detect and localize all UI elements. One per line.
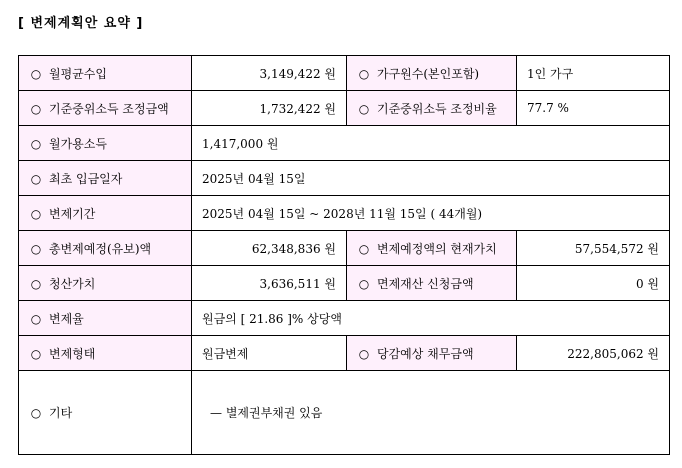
- total-repayment-label: ○ 총변제예정(유보)액: [19, 231, 192, 266]
- circle-bullet-icon: ○: [30, 276, 42, 291]
- exempt-property-value: 0 원: [517, 266, 670, 301]
- present-value-label: ○ 변제예정액의 현재가치: [347, 231, 517, 266]
- other-label: ○ 기타: [19, 371, 192, 455]
- table-row-repayment-period: [19, 196, 670, 231]
- circle-bullet-icon: ○: [30, 346, 42, 361]
- circle-bullet-icon: ○: [358, 101, 370, 116]
- table-row-monthly-income: [19, 56, 670, 91]
- circle-bullet-icon: ○: [30, 101, 42, 116]
- liquidation-value-value: 3,636,511 원: [192, 266, 347, 301]
- circle-bullet-icon: ○: [358, 66, 370, 81]
- available-income-label: ○ 월가용소득: [19, 126, 192, 161]
- first-payment-label: ○ 최초 입금일자: [19, 161, 192, 196]
- circle-bullet-icon: ○: [30, 136, 42, 151]
- table-row-first-payment: [19, 161, 670, 196]
- circle-bullet-icon: ○: [30, 171, 42, 186]
- table-row-repayment-type: [19, 336, 670, 371]
- median-income-amount-value: 1,732,422 원: [192, 91, 347, 126]
- household-size-label: ○ 가구원수(본인포함): [347, 56, 517, 91]
- repayment-rate-label: ○ 변제율: [19, 301, 192, 336]
- table-row-available-income: [19, 126, 670, 161]
- repayment-summary-table: [18, 55, 670, 455]
- circle-bullet-icon: ○: [30, 241, 42, 256]
- circle-bullet-icon: ○: [358, 241, 370, 256]
- liquidation-value-label: ○ 청산가치: [19, 266, 192, 301]
- page-title: [ 변제계획안 요약 ]: [18, 16, 144, 31]
- circle-bullet-icon: ○: [358, 276, 370, 291]
- first-payment-value: 2025년 04월 15일: [192, 161, 670, 196]
- expected-debt-label: ○ 당감예상 채무금액: [347, 336, 517, 371]
- other-value: — 별제권부채권 있음: [192, 371, 670, 455]
- total-repayment-value: 62,348,836 원: [192, 231, 347, 266]
- table-row-total-repayment: [19, 231, 670, 266]
- circle-bullet-icon: ○: [358, 346, 370, 361]
- circle-bullet-icon: ○: [30, 406, 42, 420]
- median-income-ratio-label: ○ 기준중위소득 조정비율: [347, 91, 517, 126]
- circle-bullet-icon: ○: [30, 206, 42, 221]
- exempt-property-label: ○ 면제재산 신청금액: [347, 266, 517, 301]
- table-row-median-income: [19, 91, 670, 126]
- circle-bullet-icon: ○: [30, 311, 42, 326]
- repayment-rate-value: 원금의 [ 21.86 ]% 상당액: [192, 301, 670, 336]
- present-value-value: 57,554,572 원: [517, 231, 670, 266]
- table-row-repayment-rate: [19, 301, 670, 336]
- expected-debt-value: 222,805,062 원: [517, 336, 670, 371]
- repayment-type-label: ○ 변제형태: [19, 336, 192, 371]
- table-row-liquidation: [19, 266, 670, 301]
- repayment-type-value: 원금변제: [192, 336, 347, 371]
- repayment-period-value: 2025년 04월 15일 ~ 2028년 11월 15일 ( 44개월): [192, 196, 670, 231]
- table-row-other: [19, 371, 670, 455]
- available-income-value: 1,417,000 원: [192, 126, 670, 161]
- monthly-income-value: 3,149,422 원: [192, 56, 347, 91]
- median-income-amount-label: ○ 기준중위소득 조정금액: [19, 91, 192, 126]
- repayment-period-label: ○ 변제기간: [19, 196, 192, 231]
- monthly-income-label: ○ 월평균수입: [19, 56, 192, 91]
- circle-bullet-icon: ○: [30, 66, 42, 81]
- household-size-value: 1인 가구: [517, 56, 670, 91]
- median-income-ratio-value: 77.7 %: [517, 91, 670, 126]
